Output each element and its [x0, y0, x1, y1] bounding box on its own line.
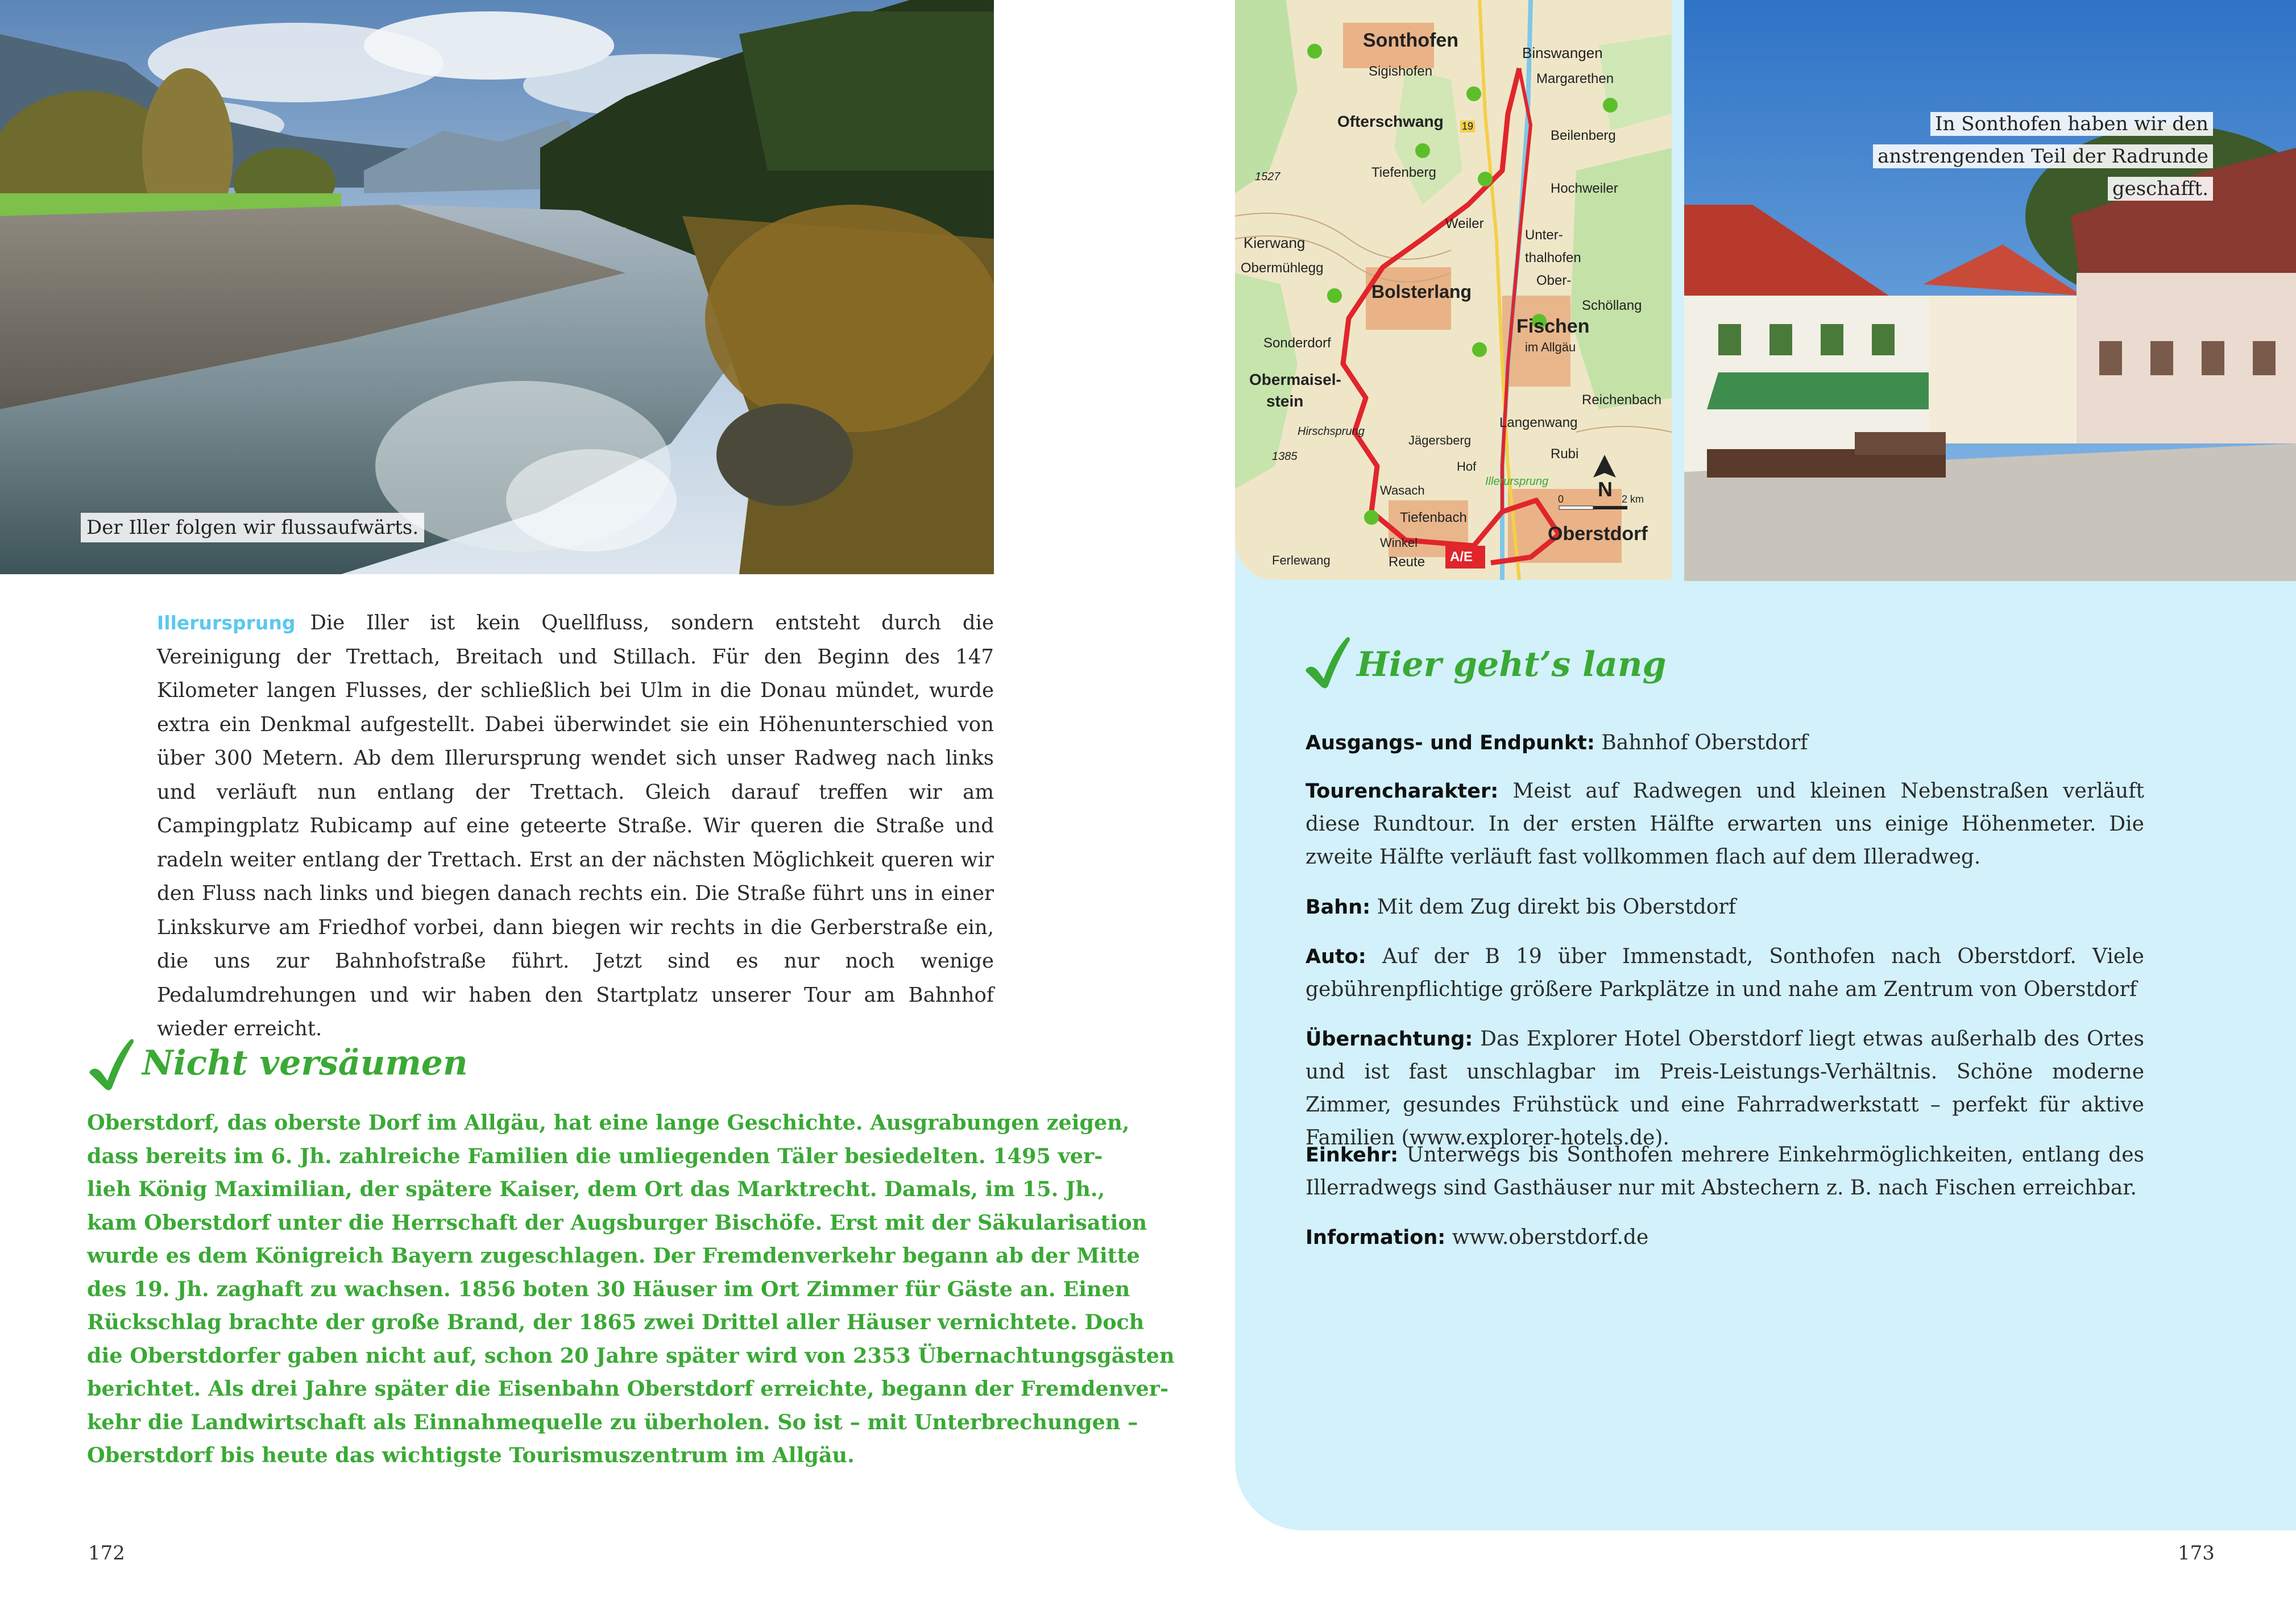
info-key: Tourencharakter: — [1306, 780, 1499, 803]
text-line: kehr die Landwirtschaft als Einnahmequelle zu überholen. So ist – mit Unterbrechungen – — [87, 1409, 1138, 1434]
illerursprung-text — [157, 606, 994, 1046]
map-label: Beilenberg — [1551, 128, 1616, 143]
map-label: Obermaisel- — [1249, 371, 1341, 388]
text-line: Rückschlag brachte der große Brand, der 1865 zwei Drittel aller Häuser vernichtete. Doch — [87, 1310, 1145, 1334]
map-label: Oberstdorf — [1548, 523, 1648, 545]
map-label: Jägersberg — [1408, 433, 1472, 447]
info-value: Meist auf Radwegen und kleinen Nebenstraßen verläuft diese Rundtour. In der ersten Hälfte erwarten uns einige Höhenmeter. Die zweite Hälfte verläuft fast vollkommen flach auf dem Illeradweg. — [1306, 779, 2144, 869]
info-tourencharakter — [1306, 775, 2144, 874]
map-label: Schöllang — [1582, 298, 1642, 313]
info-ausgangspunkt — [1306, 727, 2144, 760]
map-label: 1527 — [1255, 171, 1280, 183]
map-label: Ober- — [1536, 273, 1572, 288]
check-icon — [88, 1038, 135, 1092]
info-value: Bahnhof Oberstdorf — [1601, 731, 1808, 754]
text-line: des 19. Jh. zaghaft zu wachsen. 1856 boten 30 Häuser im Ort Zimmer für Gäste an. Einen — [87, 1276, 1130, 1301]
text-line: berichtet. Als drei Jahre später die Eisenbahn Oberstdorf erreichte, begann der Fremdenver- — [87, 1376, 1169, 1401]
map-label: Sonderdorf — [1263, 335, 1331, 351]
river-photo — [0, 0, 994, 574]
map-label: Tiefenberg — [1371, 165, 1436, 180]
text-line: kam Oberstdorf unter die Herrschaft der Augsburger Bischöfe. Erst mit der Säkularisation — [87, 1210, 1147, 1235]
illerursprung-lead: Illerursprung — [157, 612, 296, 634]
map-labels — [1235, 0, 1672, 580]
map-label: Ferlewang — [1272, 553, 1331, 567]
sonthofen-photo-illustration — [1684, 0, 2296, 581]
map-label: Reute — [1389, 554, 1425, 570]
info-link[interactable]: www.oberstdorf.de — [1452, 1226, 1649, 1249]
map-label: Binswangen — [1522, 44, 1603, 61]
text-line: Oberstdorf, das oberste Dorf im Allgäu, hat eine lange Geschichte. Ausgrabungen zeigen, — [87, 1110, 1130, 1135]
map-label: Langenwang — [1499, 415, 1578, 430]
map-label: Winkel — [1380, 536, 1418, 550]
river-photo-caption: Der Iller folgen wir flussaufwärts. — [81, 513, 424, 542]
info-key: Übernachtung: — [1306, 1028, 1473, 1051]
hier-gehts-lang-heading: Hier geht’s lang — [1357, 645, 1667, 684]
caption-line: geschafft. — [2108, 177, 2213, 201]
map-label: Reichenbach — [1582, 392, 1662, 408]
map-label: thalhofen — [1525, 250, 1581, 265]
map-label: Unter- — [1525, 227, 1563, 243]
text-line: lieh König Maximilian, der spätere Kaiser, dem Ort das Marktrecht. Damals, im 15. Jh., — [87, 1177, 1105, 1201]
check-icon — [1304, 636, 1351, 690]
map-label: 19 — [1460, 121, 1475, 132]
map-label: Illerursprung — [1485, 475, 1549, 488]
info-einkehr — [1306, 1139, 2144, 1205]
map-north-label: N — [1598, 478, 1613, 501]
caption-line: In Sonthofen haben wir den — [1930, 112, 2213, 136]
info-key: Bahn: — [1306, 896, 1371, 919]
info-key: Einkehr: — [1306, 1144, 1399, 1167]
sonthofen-photo-caption — [1873, 108, 2213, 205]
text-line: dass bereits im 6. Jh. zahlreiche Familien die umliegenden Täler besiedelten. 1495 ver- — [87, 1143, 1103, 1168]
map-logo-text: A/E — [1450, 549, 1473, 565]
map-scale-start: 0 — [1558, 493, 1564, 505]
river-photo-illustration — [0, 0, 994, 574]
text-line: wurde es dem Königreich Bayern zugeschlagen. Der Fremdenverkehr begann ab der Mitte — [87, 1243, 1140, 1268]
illerursprung-body: Die Iller ist kein Quellfluss, sondern entsteht durch die Vereinigung der Trettach, Breitach und Stillach. Für den Beginn des 147 Kilometer langen Flusses, der schließlich bei Ulm in die Donau mündet, wurde extra ein Denkmal aufgestellt. Dabei überwindet sie ein Höhenunterschied von über 300 Metern. Ab dem Illerursprung wendet sich unser Radweg nach links und verläuft nun entlang der Trettach. Gleich darauf treffen wir am Campingplatz Rubicamp auf eine geteerte Straße. Wir queren die Straße und radeln weiter entlang der Trettach. Erst an der nächsten Möglichkeit queren wir den Fluss nach links und biegen danach rechts ein. Die Straße führt uns in einer Linkskurve am Friedhof vorbei, dann biegen wir rechts in die Gerberstraße ein, die uns zur Bahnhofstraße führt. Jetzt sind es nur noch wenige Pedalumdrehungen und wir haben den Startplatz unserer Tour am Bahnhof wieder erreicht. — [157, 611, 994, 1040]
text-line: Oberstdorf bis heute das wichtigste Tourismuszentrum im Allgäu. — [87, 1443, 855, 1467]
info-key: Information: — [1306, 1226, 1446, 1249]
map-label: Fischen — [1516, 316, 1590, 337]
caption-line: anstrengenden Teil der Radrunde — [1873, 144, 2213, 168]
nicht-versaeumen-text — [87, 1106, 1175, 1472]
page-number-right: 173 — [2178, 1542, 2215, 1565]
info-value: Unterwegs bis Sonthofen mehrere Einkehrmöglichkeiten, entlang des Illerradwegs sind Gasthäuser nur mit Abstechern z. B. nach Fischen erreichbar. — [1306, 1143, 2144, 1200]
map-label: Sigishofen — [1369, 64, 1433, 79]
info-bahn — [1306, 891, 2144, 924]
info-value: Das Explorer Hotel Oberstdorf liegt etwas außerhalb des Ortes und ist fast unschlagbar im Preis-Leistungs-Verhältnis. Schöne moderne Zimmer, gesundes Frühstück und eine Fahrradwerkstatt – perfekt für aktive Familien (www.explorer-hotels.de). — [1306, 1027, 2144, 1150]
map-label: Sonthofen — [1363, 30, 1459, 51]
map-label: Bolsterlang — [1371, 281, 1472, 302]
map-scale-end: 2 km — [1622, 493, 1644, 505]
nicht-versaeumen-heading: Nicht versäumen — [142, 1043, 468, 1083]
sonthofen-photo — [1684, 0, 2296, 581]
info-value: Mit dem Zug direkt bis Oberstdorf — [1377, 895, 1736, 919]
map-label: stein — [1266, 392, 1304, 410]
map-label: Obermühlegg — [1241, 260, 1324, 276]
map-label: im Allgäu — [1525, 340, 1576, 354]
page-number-left: 172 — [88, 1542, 125, 1565]
map-label: Weiler — [1445, 216, 1484, 231]
map-label: Hirschsprung — [1298, 425, 1365, 438]
map-label: Hochweiler — [1551, 181, 1618, 196]
map-label: Rubi — [1551, 446, 1579, 462]
map-label: Ofterschwang — [1337, 113, 1444, 130]
map-label: 1385 — [1272, 450, 1298, 463]
map-label: Wasach — [1380, 483, 1425, 497]
text-line: die Oberstdorfer gaben nicht auf, schon 20 Jahre später wird von 2353 Übernachtungsgästen — [87, 1343, 1175, 1368]
info-information — [1306, 1221, 2144, 1254]
route-map — [1235, 0, 1672, 580]
map-label: Margarethen — [1536, 71, 1614, 86]
info-key: Auto: — [1306, 945, 1366, 968]
map-label: Tiefenbach — [1400, 510, 1467, 525]
info-key: Ausgangs- und Endpunkt: — [1306, 732, 1595, 754]
info-auto — [1306, 940, 2144, 1006]
info-value: Auf der B 19 über Immenstadt, Sonthofen nach Oberstdorf. Viele gebührenpflichtige größere Parkplätze in und nahe am Zentrum von Oberstdorf — [1306, 945, 2144, 1001]
info-uebernachtung — [1306, 1023, 2144, 1155]
map-label: Hof — [1457, 459, 1477, 474]
map-label: Kierwang — [1244, 234, 1306, 251]
